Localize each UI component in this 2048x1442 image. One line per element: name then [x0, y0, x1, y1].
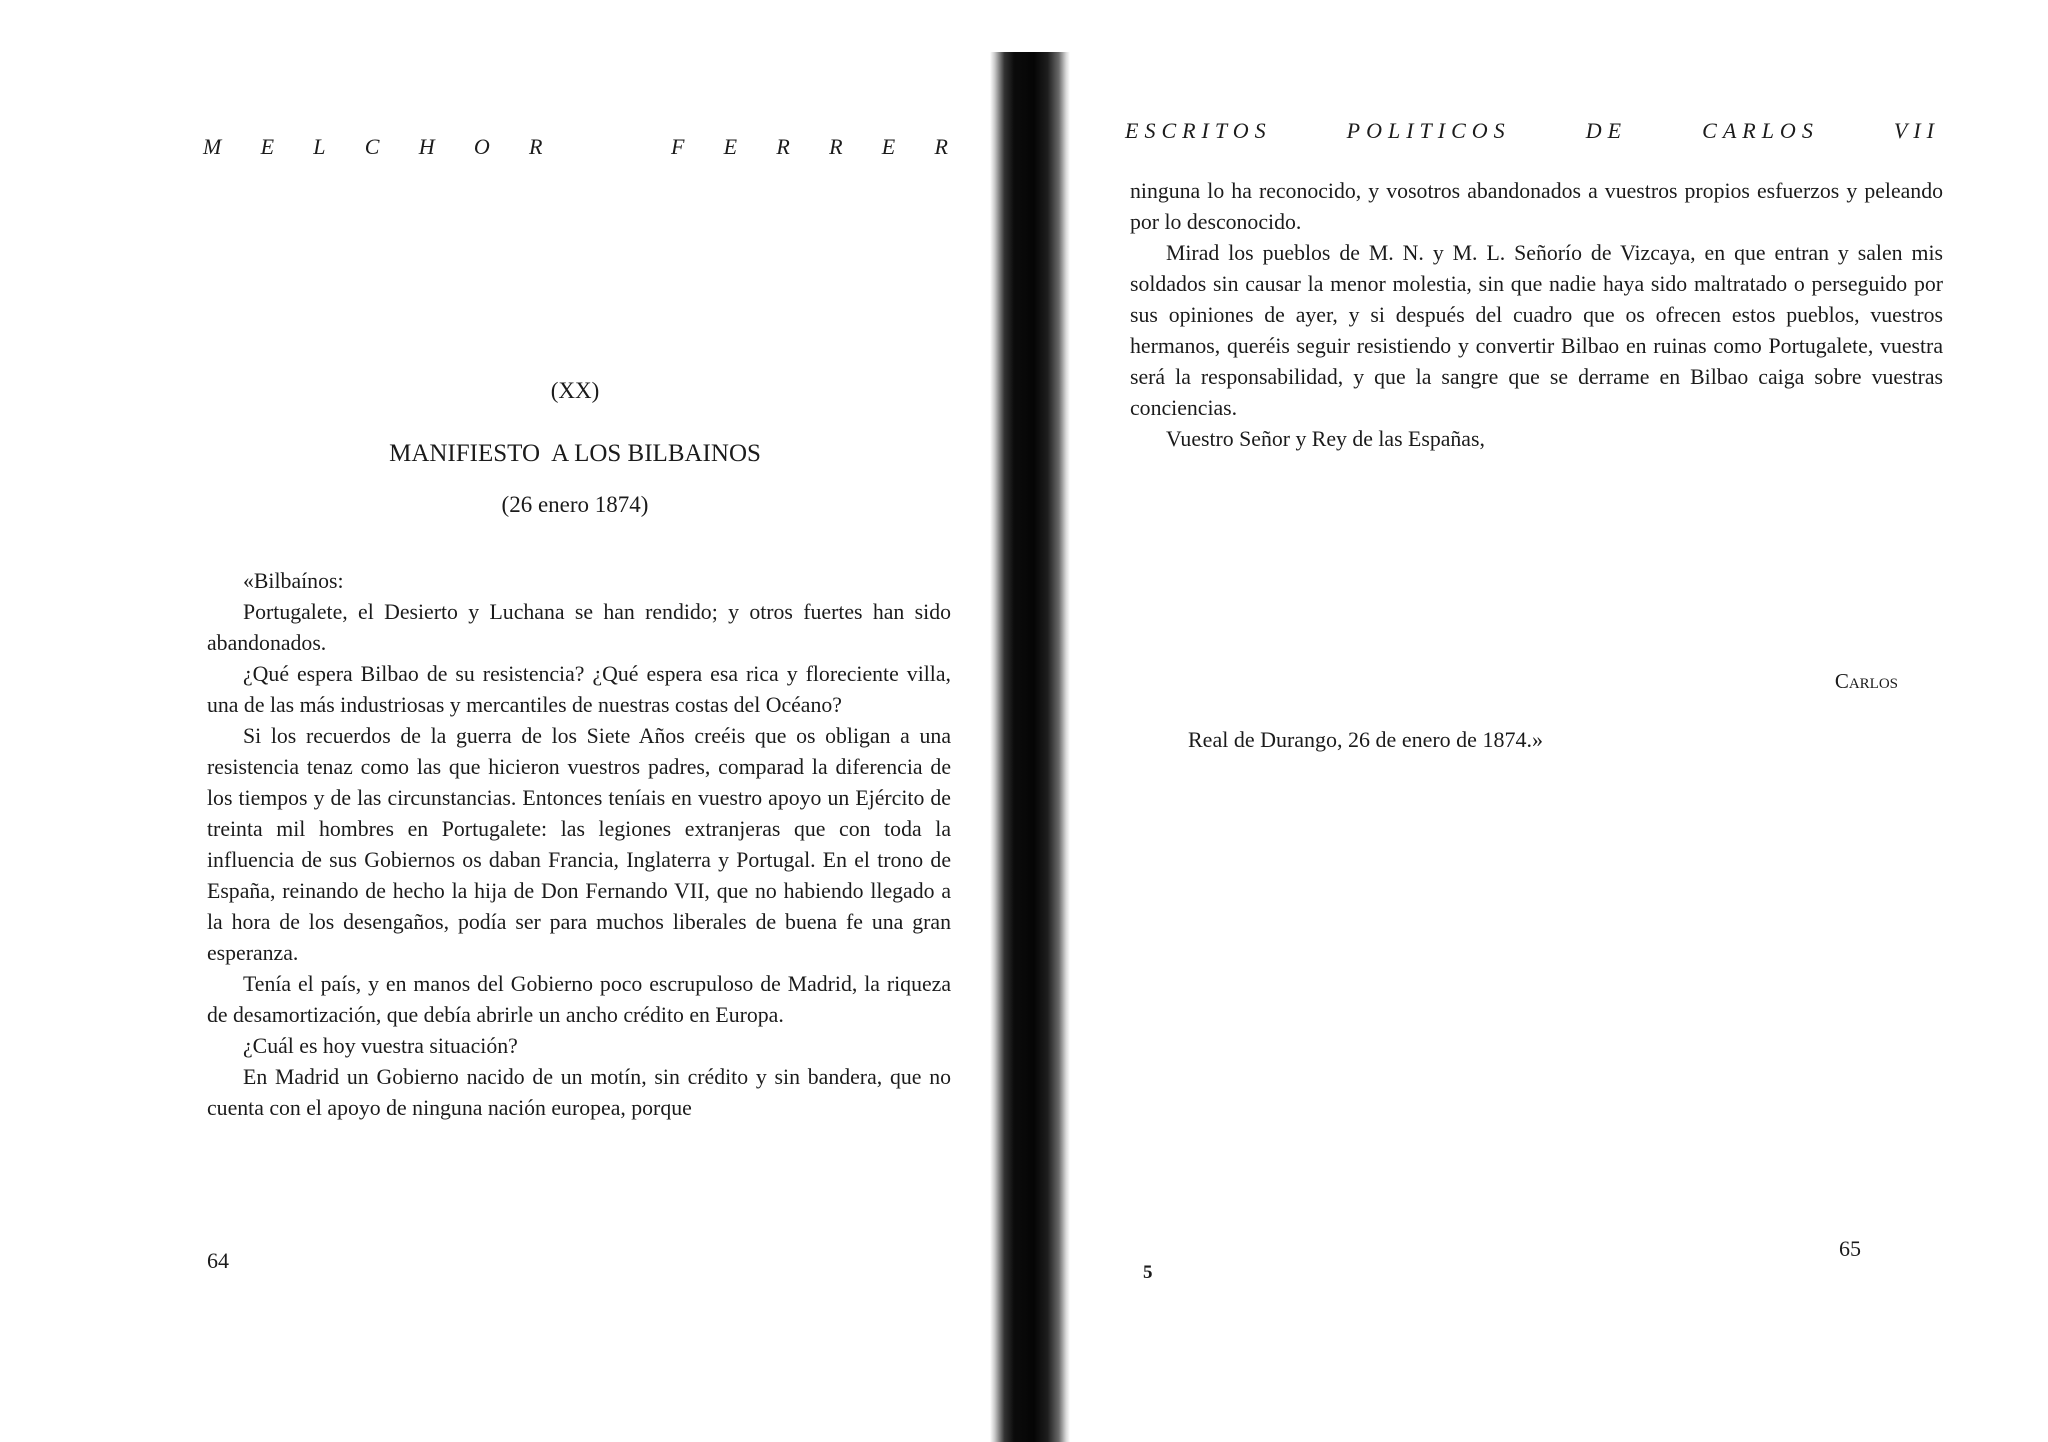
place-date: Real de Durango, 26 de enero de 1874.»	[1188, 727, 1543, 752]
paragraph: «Bilbaínos:	[243, 569, 344, 593]
running-head-letter: R	[829, 134, 843, 159]
running-head-letter: O	[473, 134, 490, 159]
paragraph: Vuestro Señor y Rey de las Españas,	[1166, 427, 1485, 451]
running-head-letter: F	[670, 134, 685, 159]
paragraph: En Madrid un Gobierno nacido de un motín, sin crédito y sin bandera, que no cuenta con el apoyo de ninguna nación europea, porque	[207, 1065, 951, 1120]
chapter-date: (26 enero 1874)	[501, 492, 649, 517]
right-body-text	[1130, 176, 1943, 752]
running-head-author	[203, 134, 948, 160]
book-gutter-shadow	[990, 52, 1070, 1442]
paragraph: ninguna lo ha reconocido, y vosotros abandonados a vuestros propios esfuerzos y peleando por lo desconocido.	[1130, 179, 1943, 234]
chapter-title: MANIFIESTO A LOS BILBAINOS	[389, 440, 761, 467]
paragraph: ¿Qué espera Bilbao de su resistencia? ¿Qué espera esa rica y floreciente villa, una de las más industriosas y mercantiles de nuestras costas del Océano?	[207, 662, 951, 717]
running-head-word: DE	[1585, 118, 1628, 143]
left-body-text	[207, 566, 951, 1124]
left-page	[0, 0, 990, 1442]
page-number: 64	[207, 1248, 229, 1273]
signature: Carlos	[1834, 669, 1898, 693]
running-head-letter: E	[881, 134, 896, 159]
running-head-word: VII	[1893, 118, 1940, 143]
paragraph: Si los recuerdos de la guerra de los Siete Años creéis que os obligan a una resistencia tenaz como las que hicieron vuestros padres, comparad la diferencia de los tiempos y de las circunstancias. Entonces teníais en vuestro apoyo un Ejército de treinta mil hombres en Portugalete: las legiones extranjeras que con toda la influencia de sus Gobiernos os daban Francia, Inglaterra y Portugal. En el trono de España, reinando de hecho la hija de Don Fernando VII, que no habiendo llegado a la hora de los desengaños, podía ser para muchos liberales de buena fe una gran esperanza.	[207, 724, 951, 965]
running-head-word: CARLOS	[1702, 118, 1819, 143]
paragraph: Mirad los pueblos de M. N. y M. L. Señorío de Vizcaya, en que entran y salen mis soldados sin causar la menor molestia, sin que nadie haya sido maltratado o perseguido por sus opiniones de ayer, y si después del cuadro que os ofrecen estos pueblos, vuestros hermanos, queréis seguir resistiendo y convertir Bilbao en ruinas como Portugalete, vuestra será la responsabilidad, y que la sangre que se derrame en Bilbao caiga sobre vuestras conciencias.	[1130, 241, 1943, 420]
running-head-letter: R	[529, 134, 543, 159]
running-head-letter: H	[418, 134, 435, 159]
running-head-letter: E	[260, 134, 275, 159]
running-head-letter: M	[203, 134, 222, 159]
running-head-letter: E	[723, 134, 738, 159]
running-head-title	[1125, 118, 1940, 144]
running-head-letter: R	[776, 134, 790, 159]
chapter-number: (XX)	[550, 378, 600, 403]
page-number: 65	[1839, 1236, 1861, 1261]
signature-mark: 5	[1143, 1262, 1153, 1283]
running-head-letter: C	[364, 134, 380, 159]
paragraph: Tenía el país, y en manos del Gobierno poco escrupuloso de Madrid, la riqueza de desamortización, que debía abrirle un ancho crédito en Europa.	[207, 972, 951, 1027]
paragraph: Portugalete, el Desierto y Luchana se han rendido; y otros fuertes han sido abandonados.	[207, 600, 951, 655]
running-head-word: ESCRITOS	[1125, 118, 1272, 143]
right-page	[1070, 0, 2048, 1442]
running-head-letter: L	[313, 134, 326, 159]
running-head-letter: R	[934, 134, 948, 159]
paragraph: ¿Cuál es hoy vuestra situación?	[243, 1034, 518, 1058]
running-head-word: POLITICOS	[1346, 118, 1511, 143]
